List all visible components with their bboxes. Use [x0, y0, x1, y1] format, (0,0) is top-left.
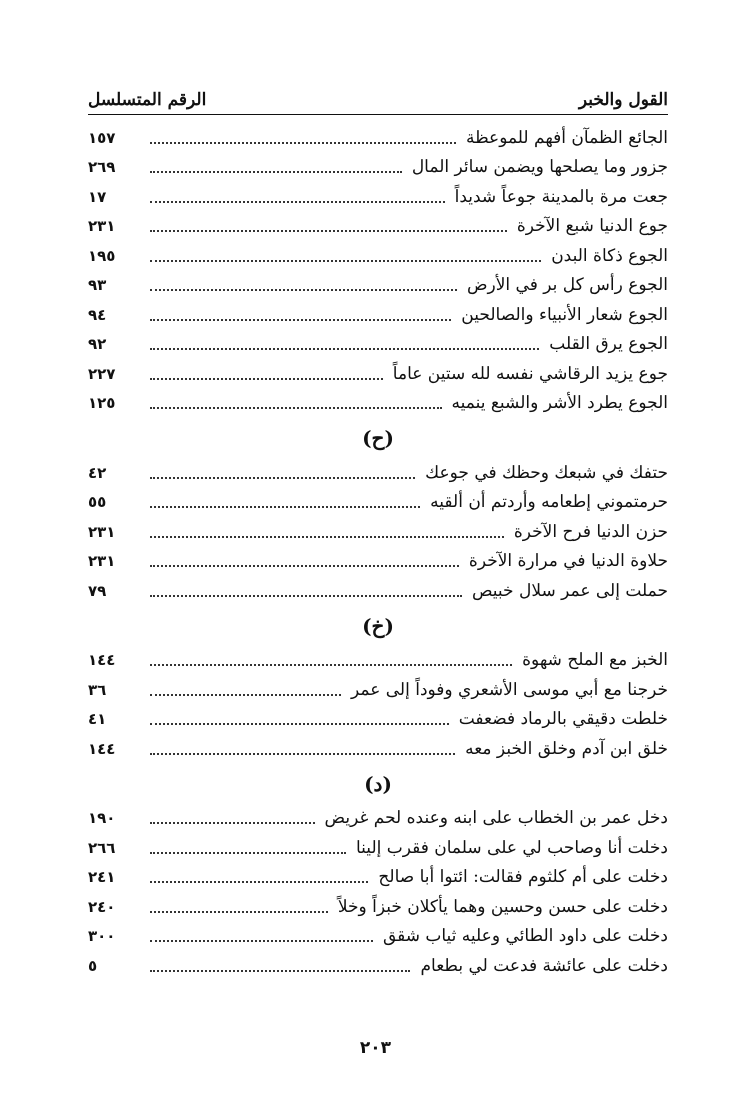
index-entry: [88, 922, 668, 952]
entry-number: ٣٠٠: [88, 927, 116, 946]
entry-number: ٢٢٧: [88, 364, 116, 383]
leader-dots: [150, 565, 459, 567]
leader-dots: [150, 723, 449, 725]
index-entry: [88, 517, 668, 547]
leader-dots: [150, 407, 442, 409]
index-entry: [88, 458, 668, 488]
index-entry: [88, 892, 668, 922]
index-entry: [88, 241, 668, 271]
entry-text: دخلت على حسن وحسين وهما يأكلان خبزاً وخلاً: [337, 896, 668, 917]
leader-dots: [150, 536, 504, 538]
entry-text: الجائع الظمآن أفهم للموعظة: [465, 127, 668, 148]
index-entry: [88, 182, 668, 212]
entry-text: دخلت على أم كلثوم فقالت: ائتوا أبا صالح: [378, 867, 668, 888]
index-entry: [88, 833, 668, 863]
entry-text: حزن الدنيا فرح الآخرة: [513, 521, 668, 542]
entry-text: جوع يزيد الرقاشي نفسه لله ستين عاماً: [392, 363, 668, 384]
entry-text: الجوع يرق القلب: [549, 334, 668, 355]
index-list: [88, 123, 668, 981]
entry-number: ١٤٤: [88, 651, 116, 670]
entry-text: جوع الدنيا شبع الآخرة: [516, 216, 668, 237]
entry-text: حملت إلى عمر سلال خبيص: [471, 580, 668, 601]
leader-dots: [150, 753, 455, 755]
page-header: [88, 80, 668, 115]
entry-number: ٢٣١: [88, 552, 116, 571]
entry-number: ٩٤: [88, 305, 107, 324]
header-serial-number-title: الرقم المتسلسل: [88, 90, 207, 110]
entry-text: جعت مرة بالمدينة جوعاً شديداً: [454, 186, 668, 207]
index-entry: [88, 212, 668, 242]
leader-dots: [150, 595, 462, 597]
entry-text: خلطت دقيقي بالرماد فضعفت: [458, 709, 668, 730]
index-entry: [88, 153, 668, 183]
entry-number: ٢٣١: [88, 217, 116, 236]
entry-number: ٣٦: [88, 680, 107, 699]
entry-text: حرمتموني إطعامه وأردتم أن ألقيه: [430, 492, 668, 513]
entry-number: ٢٦٦: [88, 838, 116, 857]
entry-number: ٢٣١: [88, 522, 116, 541]
entry-text: دخلت أنا وصاحب لي على سلمان فقرب إلينا: [356, 837, 668, 858]
entry-text: دخلت على داود الطائي وعليه ثياب شقق: [382, 926, 668, 947]
entry-text: خرجنا مع أبي موسى الأشعري وفوداً إلى عمر: [351, 679, 668, 700]
leader-dots: [150, 201, 445, 203]
entry-text: الخبز مع الملح شهوة: [522, 650, 668, 671]
letter-heading: (خ): [362, 613, 394, 638]
leader-dots: [150, 822, 315, 824]
entry-text: الجوع رأس كل بر في الأرض: [466, 275, 668, 296]
entry-text: الجوع ذكاة البدن: [551, 245, 668, 266]
entry-number: ٩٢: [88, 335, 107, 354]
entry-text: الجوع شعار الأنبياء والصالحين: [461, 304, 668, 325]
index-entry: [88, 734, 668, 764]
entry-text: الجوع يطرد الأشر والشبع ينميه: [451, 393, 668, 414]
leader-dots: [150, 319, 451, 321]
entry-text: حلاوة الدنيا في مرارة الآخرة: [468, 551, 668, 572]
index-group-jeem: [88, 123, 668, 418]
entry-number: ٤١: [88, 710, 107, 729]
leader-dots: [150, 911, 328, 913]
index-group-daal: [88, 764, 668, 981]
index-entry: [88, 705, 668, 735]
entry-number: ١٢٥: [88, 394, 116, 413]
index-group-haa: [88, 418, 668, 606]
leader-dots: [150, 664, 512, 666]
leader-dots: [150, 694, 341, 696]
entry-text: حتفك في شبعك وحظك في جوعك: [425, 462, 668, 483]
page-number: ٢٠٣: [359, 1038, 392, 1058]
index-entry: [88, 123, 668, 153]
index-entry: [88, 576, 668, 606]
index-page: [88, 80, 668, 981]
entry-number: ٥٥: [88, 493, 107, 512]
leader-dots: [150, 171, 402, 173]
leader-dots: [150, 142, 456, 144]
header-saying-title: القول والخبر: [578, 90, 668, 110]
letter-heading: (ح): [362, 426, 394, 450]
entry-number: ٥: [88, 956, 98, 975]
leader-dots: [150, 970, 410, 972]
entry-text: دخل عمر بن الخطاب على ابنه وعنده لحم غريض: [324, 808, 668, 829]
entry-number: ١٩٠: [88, 809, 116, 828]
entry-text: جزور وما يصلحها ويضمن سائر المال: [411, 157, 668, 178]
entry-number: ١٤٤: [88, 739, 116, 758]
leader-dots: [150, 348, 539, 350]
entry-number: ٢٦٩: [88, 158, 116, 177]
entry-number: ٢٤٠: [88, 897, 116, 916]
index-entry: [88, 951, 668, 981]
entry-number: ٧٩: [88, 581, 107, 600]
leader-dots: [150, 378, 383, 380]
entry-number: ٢٤١: [88, 868, 116, 887]
index-entry: [88, 804, 668, 834]
leader-dots: [150, 852, 346, 854]
entry-number: ١٥٧: [88, 128, 116, 147]
index-entry: [88, 359, 668, 389]
leader-dots: [150, 477, 415, 479]
leader-dots: [150, 260, 541, 262]
index-entry: [88, 330, 668, 360]
leader-dots: [150, 289, 457, 291]
entry-number: ١٩٥: [88, 246, 116, 265]
leader-dots: [150, 881, 368, 883]
index-entry: [88, 863, 668, 893]
entry-text: خلق ابن آدم وخلق الخبز معه: [465, 738, 668, 759]
index-entry: [88, 389, 668, 419]
entry-number: ١٧: [88, 187, 107, 206]
entry-number: ٩٣: [88, 276, 107, 295]
index-entry: [88, 675, 668, 705]
leader-dots: [150, 940, 373, 942]
entry-number: ٤٢: [88, 463, 107, 482]
entry-text: دخلت على عائشة فدعت لي بطعام: [420, 955, 668, 976]
index-entry: [88, 488, 668, 518]
letter-heading: (د): [364, 771, 392, 796]
index-entry: [88, 300, 668, 330]
index-entry: [88, 547, 668, 577]
leader-dots: [150, 506, 420, 508]
leader-dots: [150, 230, 507, 232]
index-group-khaa: [88, 606, 668, 764]
index-entry: [88, 271, 668, 301]
index-entry: [88, 646, 668, 676]
